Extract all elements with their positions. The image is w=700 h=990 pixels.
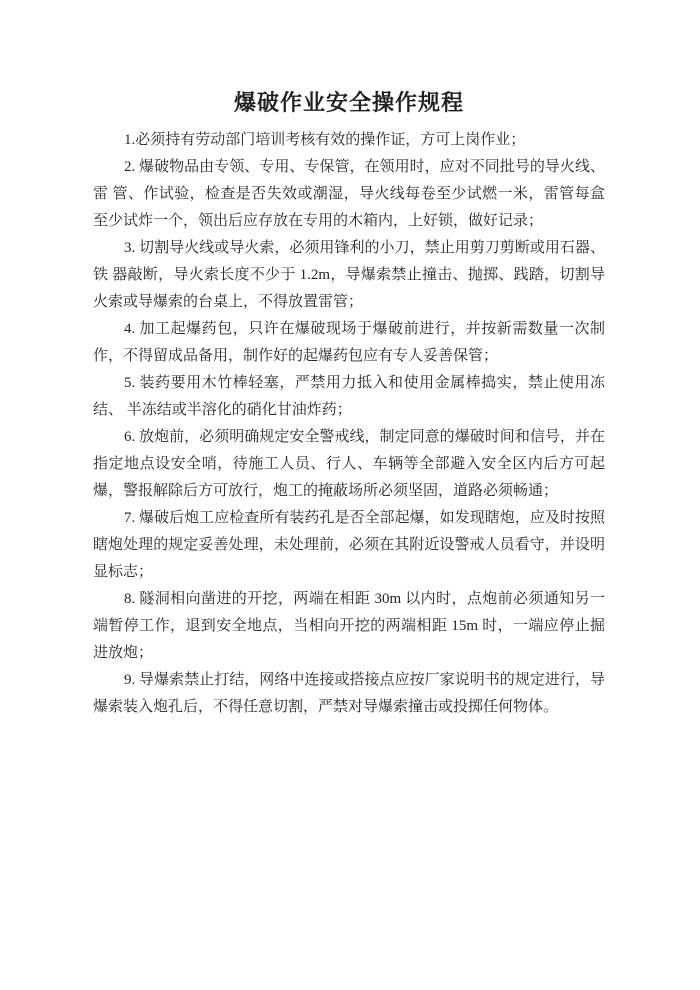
procedure-item-1: 1.必须持有劳动部门培训考核有效的操作证，方可上岗作业； xyxy=(124,132,526,148)
document-content xyxy=(93,88,605,721)
procedure-item-3: 3. 切割导火线或导火索，必须用锋利的小刀，禁止用剪刀剪断或用石器、铁 器敲断，导火索长度不少于 1.2m，导爆索禁止撞击、抛掷、践踏，切割导火索或导爆索的台桌上，不得放置雷管； xyxy=(93,240,605,310)
procedure-item-2: 2. 爆破物品由专领、专用、专保管，在领用时，应对不同批号的导火线、雷 管、作试验，检查是否失效或潮湿，导火线每卷至少试燃一米，雷管每盒至少试炸一个，领出后应存放在专用的木箱内，上好锁，做好记录； xyxy=(93,159,605,229)
procedure-item-8: 8. 隧洞相向凿进的开挖，两端在相距 30m 以内时，点炮前必须通知另一端暂停工作，退到安全地点，当相向开挖的两端相距 15m 时，一端应停止掘进放炮； xyxy=(93,591,605,661)
procedure-item-6: 6. 放炮前，必须明确规定安全警戒线，制定同意的爆破时间和信号，并在指定地点设安全哨，待施工人员、行人、车辆等全部避入安全区内后方可起爆，警报解除后方可放行，炮工的掩蔽场所必须坚固，道路必须畅通； xyxy=(93,429,605,499)
page-title: 爆破作业安全操作规程 xyxy=(233,90,464,115)
procedure-item-4: 4. 加工起爆药包，只许在爆破现场于爆破前进行，并按新需数量一次制作，不得留成品备用，制作好的起爆药包应有专人妥善保管； xyxy=(93,321,605,364)
procedure-item-5: 5. 装药要用木竹棒轻塞，严禁用力抵入和使用金属棒捣实，禁止使用冻结、 半冻结或半溶化的硝化甘油炸药； xyxy=(93,375,605,418)
procedure-item-9: 9. 导爆索禁止打结，网络中连接或搭接点应按厂家说明书的规定进行，导爆索装入炮孔后，不得任意切割，严禁对导爆索撞击或投掷任何物体。 xyxy=(93,672,605,715)
procedure-list xyxy=(93,127,605,721)
procedure-item-7: 7. 爆破后炮工应检查所有装药孔是否全部起爆，如发现瞎炮，应及时按照瞎炮处理的规定妥善处理，未处理前，必须在其附近设警戒人员看守，并设明显标志； xyxy=(93,510,605,580)
